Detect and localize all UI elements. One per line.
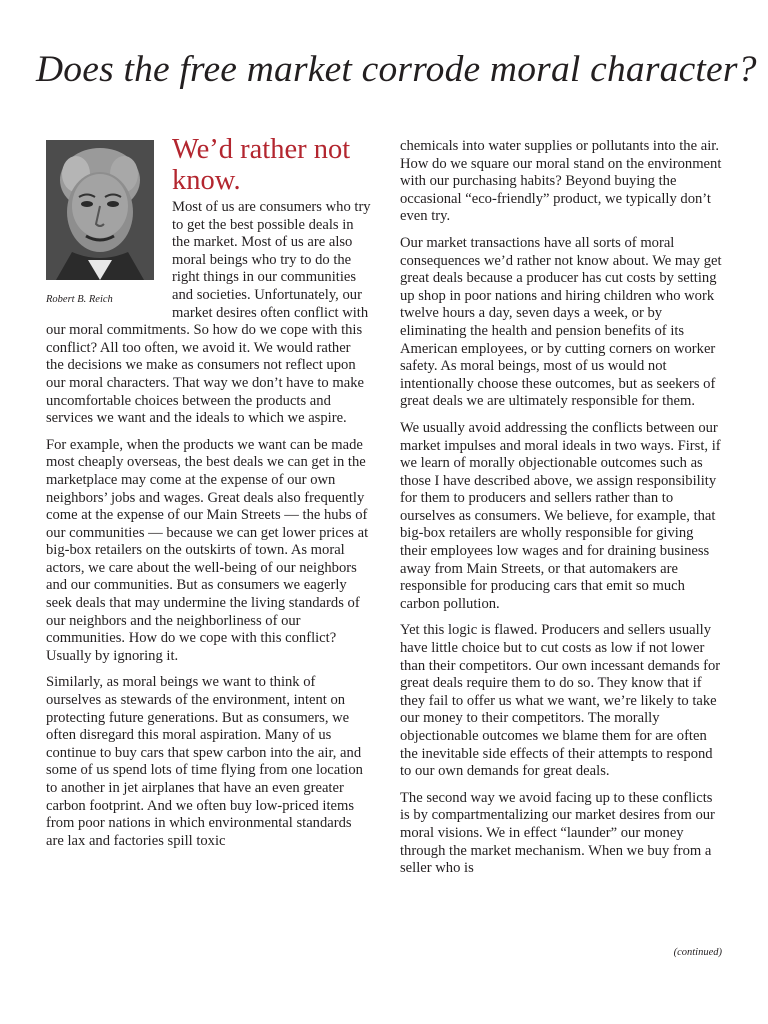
continued-label: (continued)	[673, 947, 722, 958]
paragraph: For example, when the products we want can be made most cheaply overseas, the best deals we can get in the marketplace may come at the expense of our own neighbors’ jobs and wages. Great deals also frequently come at the expense of our Main Streets — the hubs of our communities — because we can get lower prices at big-box retailers on the outskirts of town. As moral actors, we care about the well-being of our neighbors and our communities. But as consumers we eagerly seek deals that may undermine the living standards of our neighbors and the neighborliness of our communities. How do we cope with this conflict? Usually by ignoring it.	[46, 436, 369, 664]
portrait-photo	[46, 140, 154, 280]
subhead: We’d rather not know.	[172, 134, 351, 196]
left-column	[46, 134, 371, 859]
paragraph: The second way we avoid facing up to these conflicts is by compartmentalizing our market desires from our moral visions. We in effect “launder” our money through the market mechanism. When we buy from a seller who is	[400, 789, 715, 877]
portrait-caption: Robert B. Reich	[46, 294, 113, 305]
author-portrait	[46, 140, 158, 309]
paragraph: Similarly, as moral beings we want to think of ourselves as stewards of the environment, intent on protecting future generations. But as consumers, we often disregard this moral aspiration. Many of us continue to buy cars that spew carbon into the air, and some of us spend lots of time flying from one location to another in jet airplanes that have an even greater carbon footprint. And we often buy low-priced items from poor nations in which environmental standards are lax and factories spill toxic	[46, 674, 363, 849]
headline: Does the free market corrode moral character?	[36, 49, 757, 90]
paragraph: Our market transactions have all sorts of moral consequences we’d rather not know about. We may get great deals because a producer has cut costs by setting up shop in poor nations and hiring children who work twelve hours a day, seven days a week, or by eliminating the health and pension benefits of its American employees, or by cutting corners on worker safety. As moral beings, most of us would not intentionally choose these outcomes, but as seekers of great deals we are ultimately responsible for them.	[400, 234, 722, 410]
paragraph: Most of us are consumers who try to get the best possible deals in the market. Most of us are also moral beings who try to do the right things in our communities and societies. Unfortunately, our market desires often conflict with our moral commitments. So how do we cope with this conflict? All too often, we avoid it. We would rather the decisions we make as consumers not reflect upon our moral characters. That way we don’t have to make uncomfortable choices between the products and services we want and the ideals to which we aspire.	[46, 199, 371, 427]
paragraph: chemicals into water supplies or pollutants into the air. How do we square our moral stand on the environment with our purchasing habits? Beyond buying the occasional “eco-friendly” product, we typically don’t even try.	[400, 138, 722, 225]
paragraph: We usually avoid addressing the conflicts between our market impulses and moral ideals in two ways. First, if we learn of morally objectionable outcomes such as those I have described above, we assign responsibility for them to producers and sellers rather than to ourselves as consumers. We believe, for example, that big-box retailers are wholly responsible for giving their employees low wages and for draining business away from Main Streets, or that automakers are responsible for producing cars that emit so much carbon pollution.	[400, 419, 721, 612]
paragraph: Yet this logic is flawed. Producers and sellers usually have little choice but to cut costs as low if not lower than their competitors. Our own incessant demands for great deals require them to do so. They know that if they fail to offer us what we want, we’re likely to take our money to their competitors. The morally objectionable outcomes we blame them for are often the inevitable side effects of their attempts to respond to our own demands for great deals.	[400, 622, 721, 780]
right-column	[400, 138, 722, 887]
